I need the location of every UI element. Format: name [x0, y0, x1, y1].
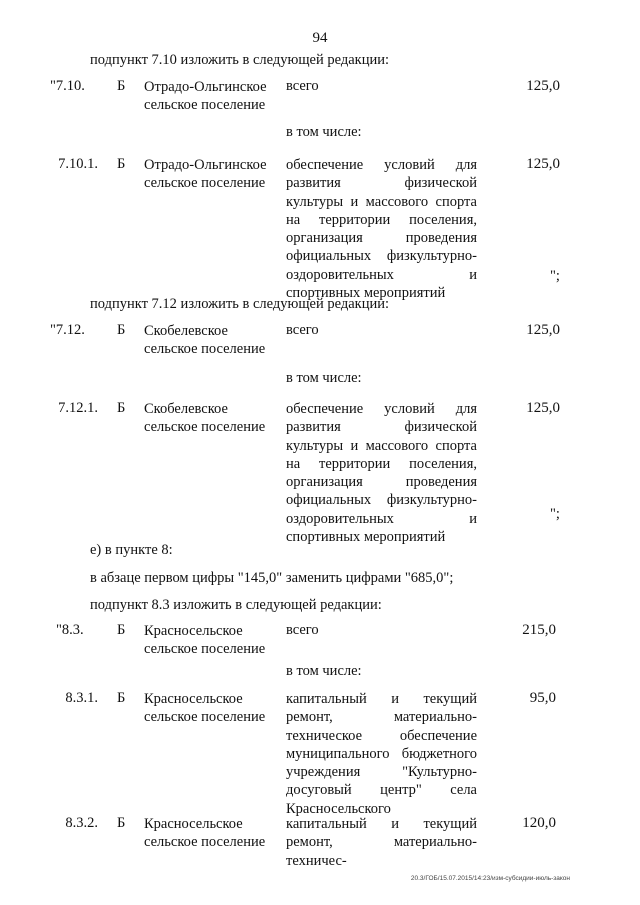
- in-total-label: в том числе:: [286, 663, 362, 679]
- paragraph-replace-figures: в абзаце первом цифры "145,0" заменить цифрами "685,0";: [90, 570, 454, 586]
- closing-quote: ";: [550, 268, 560, 284]
- item-amount: 95,0: [529, 690, 556, 706]
- item-amount: 125,0: [526, 400, 560, 416]
- item-number: 7.12.1.: [58, 400, 98, 416]
- item-number: "7.12.: [50, 322, 85, 338]
- item-purpose: капитальный и текущий ремонт, материально-техническое обеспечение муниципального бюджетного учреждения "Культурно-досуговый центр" села Красносельского: [286, 691, 477, 817]
- in-total-label: в том числе:: [286, 124, 362, 140]
- item-category: Б: [117, 400, 126, 416]
- paragraph-item-e: е) в пункте 8:: [90, 542, 173, 558]
- closing-quote: ";: [550, 506, 560, 522]
- paragraph-710: подпункт 7.10 изложить в следующей редакции:: [90, 52, 390, 68]
- item-purpose: всего: [286, 78, 319, 94]
- item-number: 7.10.1.: [58, 156, 98, 172]
- item-number: 8.3.2.: [65, 815, 98, 831]
- item-municipality: Скобелевское сельское поселение: [144, 323, 266, 357]
- in-total-label: в том числе:: [286, 370, 362, 386]
- item-municipality: Отрадо-Ольгинское сельское поселение: [144, 79, 267, 113]
- item-municipality: Красносельское сельское поселение: [144, 816, 266, 850]
- item-number: "7.10.: [50, 78, 85, 94]
- paragraph-712: подпункт 7.12 изложить в следующей редакции:: [90, 296, 390, 312]
- item-municipality: Красносельское сельское поселение: [144, 691, 266, 725]
- item-category: Б: [117, 622, 126, 638]
- item-amount: 125,0: [526, 156, 560, 172]
- item-municipality: Красносельское сельское поселение: [144, 623, 266, 657]
- page-number: 94: [312, 30, 328, 46]
- item-category: Б: [117, 156, 126, 172]
- item-number: 8.3.1.: [65, 690, 98, 706]
- item-amount: 125,0: [526, 78, 560, 94]
- item-purpose: всего: [286, 322, 319, 338]
- item-purpose: обеспечение условий для развития физической культуры и массового спорта на территории поселения, организация проведения официальных физкультурно-оздоровительных и спортивных мероприятий: [286, 157, 477, 302]
- item-municipality: Скобелевское сельское поселение: [144, 401, 266, 435]
- item-category: Б: [117, 690, 126, 706]
- item-category: Б: [117, 815, 126, 831]
- item-amount: 215,0: [522, 622, 556, 638]
- item-amount: 125,0: [526, 322, 560, 338]
- item-municipality: Отрадо-Ольгинское сельское поселение: [144, 157, 267, 191]
- item-purpose: обеспечение условий для развития физической культуры и массового спорта на территории поселения, организация проведения официальных физкультурно-оздоровительных и спортивных мероприятий: [286, 401, 477, 546]
- paragraph-83: подпункт 8.3 изложить в следующей редакции:: [90, 597, 382, 613]
- footer-code: 20.3/ГОБ/15.07.2015/14:23/изм-субсидии-июль-закон: [410, 875, 570, 882]
- item-number: "8.3.: [56, 622, 84, 638]
- item-category: Б: [117, 322, 126, 338]
- item-category: Б: [117, 78, 126, 94]
- item-purpose: капитальный и текущий ремонт, материально-техничес-: [286, 816, 477, 869]
- item-amount: 120,0: [522, 815, 556, 831]
- item-purpose: всего: [286, 622, 319, 638]
